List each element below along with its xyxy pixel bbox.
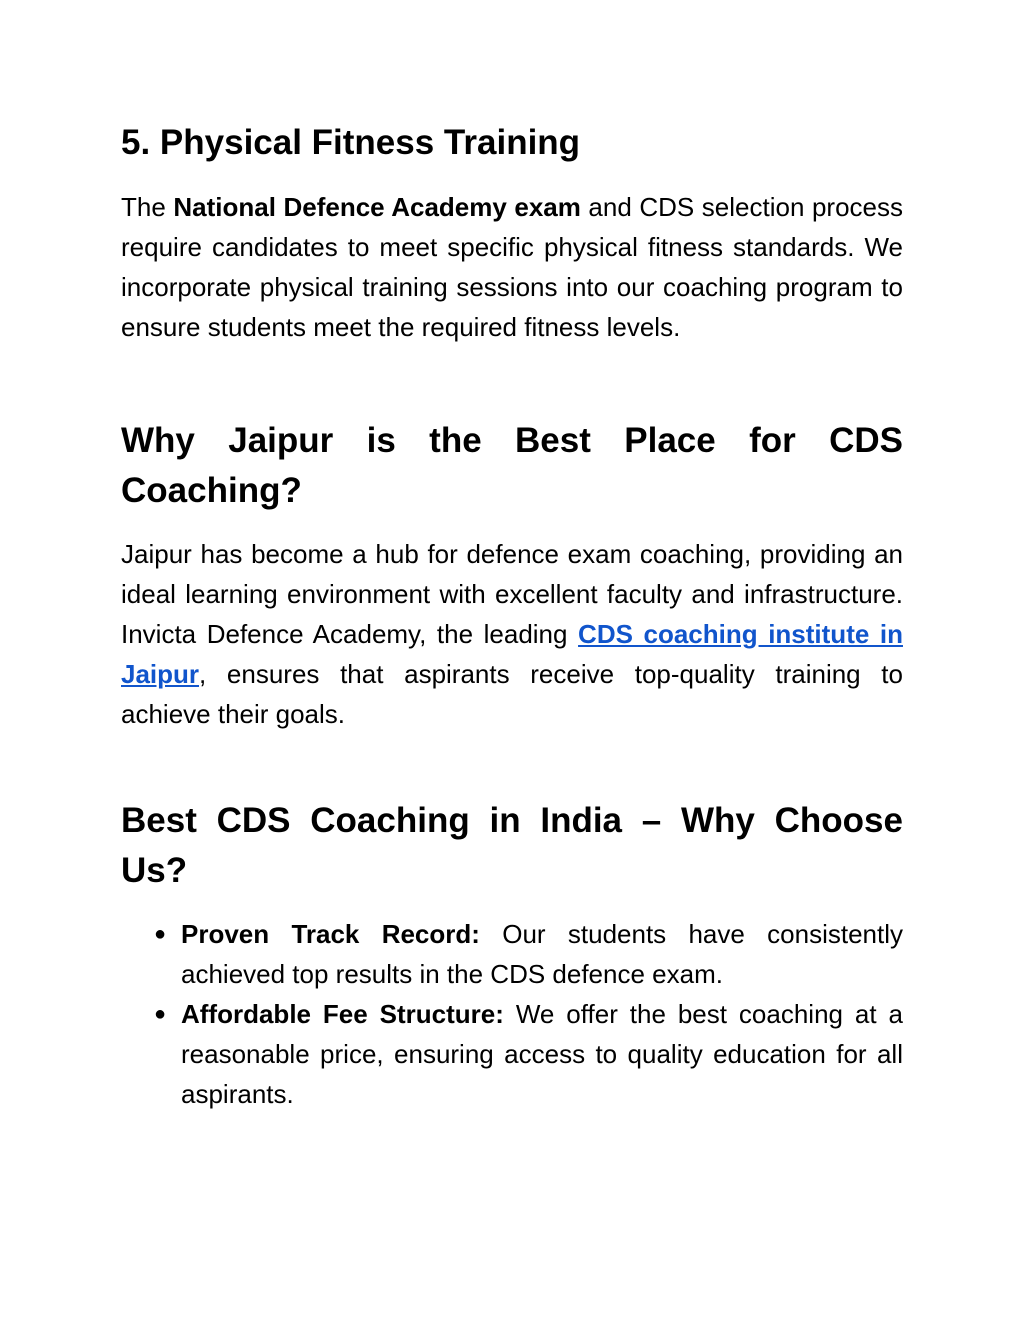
bold-phrase-nda-exam: National Defence Academy exam: [173, 192, 581, 222]
link-cds-coaching-institute-jaipur[interactable]: CDS coaching institute in Jaipur: [121, 619, 903, 689]
paragraph-text: Jaipur has become a hub for defence exam coaching, providing an ideal learning environment with excellent faculty and infrastructure. Invicta Defence Academy, the leading: [121, 539, 903, 649]
why-choose-us-list: [121, 914, 903, 1114]
paragraph-text: and CDS selection process require candidates to meet specific physical fitness standards. We incorporate physical training sessions into our coaching program to ensure students meet the required fitness levels.: [121, 192, 903, 342]
list-item-text: We offer the best coaching at a reasonable price, ensuring access to quality education for all aspirants.: [181, 999, 903, 1109]
list-item-proven-track-record: [121, 914, 903, 994]
list-item-text: Our students have consistently achieved top results in the CDS defence exam.: [181, 919, 903, 989]
paragraph-physical-fitness: [121, 187, 903, 347]
heading-best-cds-coaching: Best CDS Coaching in India – Why Choose Us?: [121, 801, 903, 890]
heading-physical-fitness-training: 5. Physical Fitness Training: [121, 123, 581, 162]
heading-why-jaipur: Why Jaipur is the Best Place for CDS Coaching?: [121, 421, 903, 510]
bullet-icon: ●: [154, 1003, 167, 1025]
paragraph-text: The: [121, 192, 174, 222]
list-item-title: Proven Track Record:: [181, 919, 480, 949]
bullet-icon: ●: [154, 923, 167, 945]
paragraph-text: , ensures that aspirants receive top-quality training to achieve their goals.: [121, 659, 903, 729]
list-item-affordable-fee-structure: [121, 994, 903, 1114]
paragraph-why-jaipur: [121, 534, 903, 734]
list-item-title: Affordable Fee Structure:: [181, 999, 504, 1029]
